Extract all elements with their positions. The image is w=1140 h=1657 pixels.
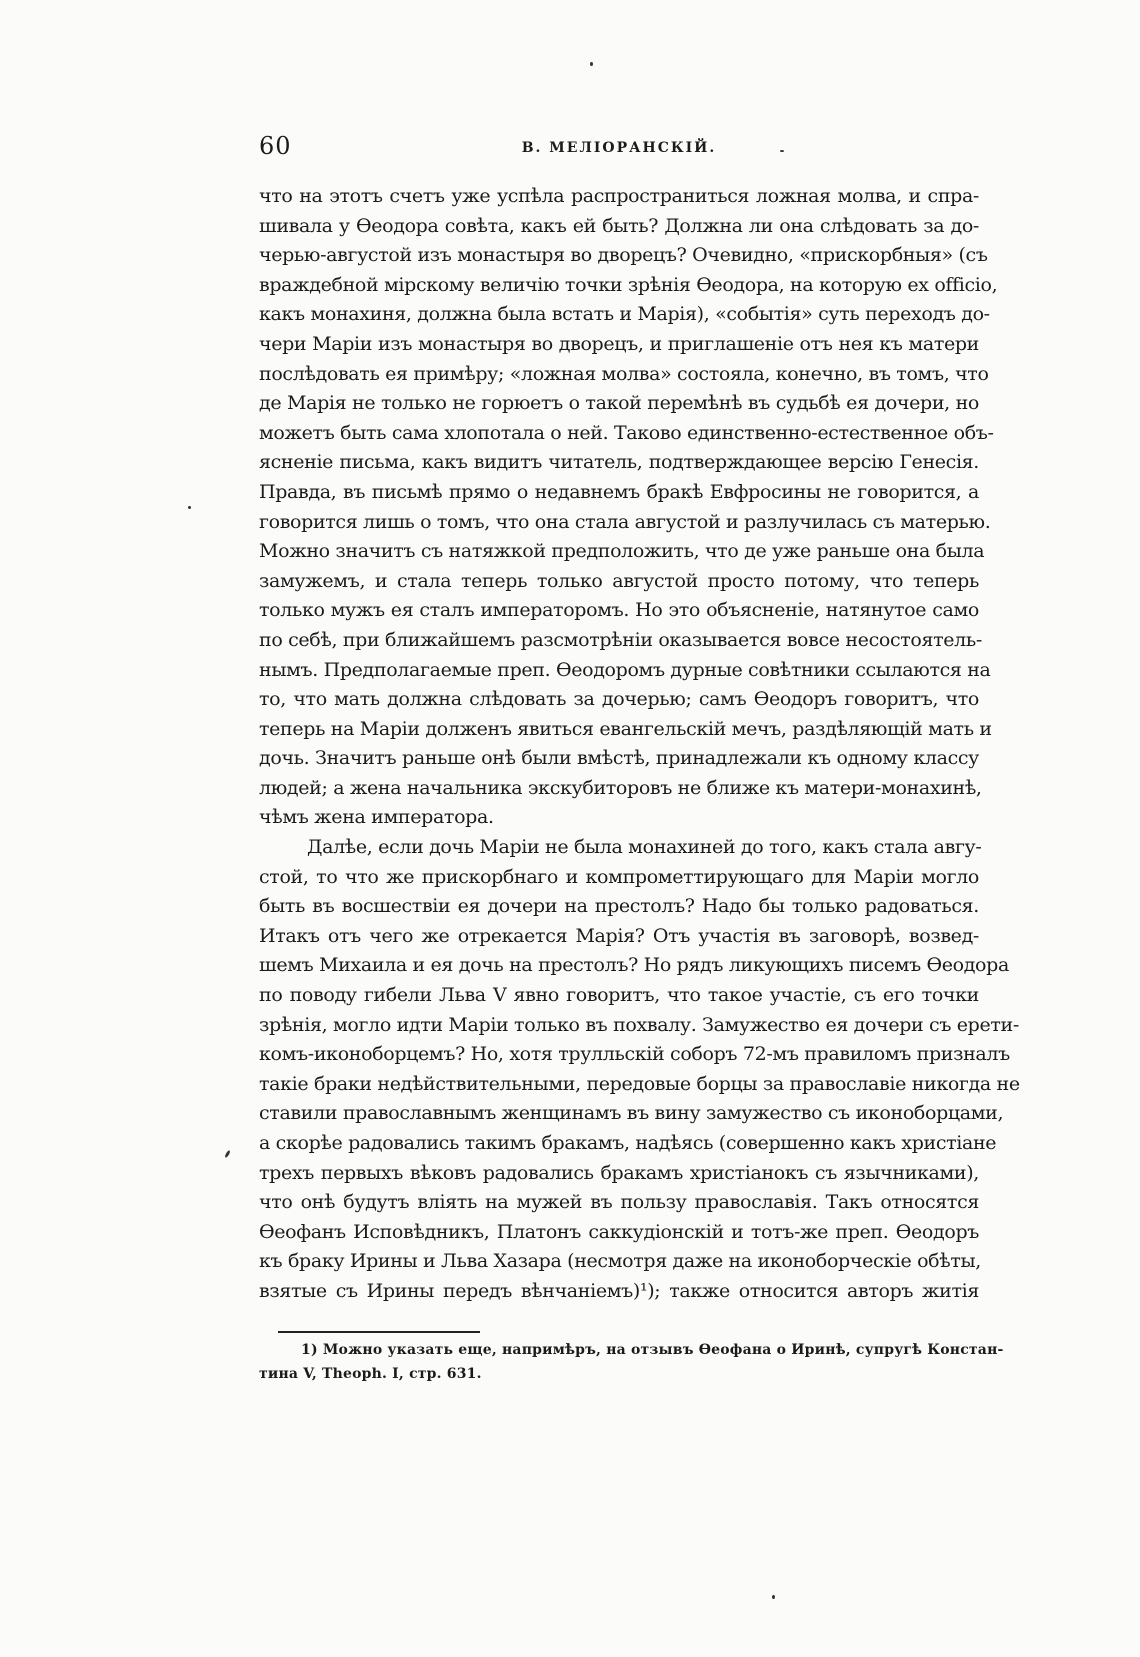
footnote-divider [278, 1331, 480, 1333]
text-line: быть въ восшествіи ея дочери на престолъ? Надо бы только радоваться. [259, 895, 979, 918]
text-line: замужемъ, и стала теперь только августой просто потому, что теперь [259, 569, 979, 592]
text-line: что на этотъ счетъ уже успѣла распространиться ложная молва, и спра- [259, 185, 979, 207]
footnote-line: 1) Можно указать еще, напримѣръ, на отзывъ Ѳеофана о Иринѣ, супругѣ Констан- [301, 1342, 1004, 1358]
footnote-line: тина V, Theoph. I, стр. 631. [259, 1366, 482, 1382]
text-line: по поводу гибели Льва V явно говоритъ, что такое участіе, съ его точки [259, 984, 979, 1007]
text-line: Правда, въ письмѣ прямо о недавнемъ бракѣ Евфросины не говорится, а [259, 480, 979, 503]
text-line: къ браку Ирины и Льва Хазара (несмотря даже на иконоборческіе обѣты, [259, 1250, 981, 1273]
text-line: чери Маріи изъ монастыря во дворецъ, и приглашеніе отъ нея къ матери [259, 332, 979, 355]
text-line: стой, то что же прискорбнаго и компрометтирующаго для Маріи могло [259, 865, 979, 888]
text-line: то, что мать должна слѣдовать за дочерью; самъ Ѳеодоръ говоритъ, что [259, 688, 979, 711]
text-line: теперь на Маріи долженъ явиться евангельскій мечъ, раздѣляющій мать и [259, 717, 992, 740]
text-line: послѣдовать ея примѣру; «ложная молва» состояла, конечно, въ томъ, что [259, 362, 989, 385]
body-text [259, 182, 1020, 1307]
text-line: можетъ быть сама хлопотала о ней. Таково единственно-естественное объ- [259, 421, 994, 444]
text-line: что онѣ будутъ вліять на мужей въ пользу православія. Такъ относятся [259, 1191, 979, 1214]
text-line: какъ монахиня, должна была встать и Марія), «событія» суть переходъ до- [259, 303, 990, 326]
text-line: шивала у Ѳеодора совѣта, какъ ей быть? Должна ли она слѣдовать за до- [259, 214, 979, 237]
scan-speck [224, 1150, 231, 1158]
text-line: зрѣнія, могло идти Маріи только въ похвалу. Замужество ея дочери съ ерети- [259, 1013, 1019, 1036]
text-line: говорится лишь о томъ, что она стала августой и разлучилась съ матерью. [259, 510, 991, 533]
text-line: Можно значитъ съ натяжкой предположить, что де уже раньше она была [259, 540, 985, 563]
text-line: а скорѣе радовались такимъ бракамъ, надѣясь (совершенно какъ христіане [259, 1132, 997, 1154]
scan-speck [188, 506, 191, 509]
text-line: ставили православнымъ женщинамъ въ вину замужество съ иконоборцами, [259, 1102, 1004, 1125]
text-line: Ѳеофанъ Исповѣдникъ, Платонъ саккудіонскій и тотъ-же преп. Ѳеодоръ [259, 1220, 979, 1243]
scan-speck [772, 1595, 775, 1599]
text-line: взятые съ Ирины передъ вѣнчаніемъ)¹); также относится авторъ житія [259, 1279, 979, 1302]
text-line: Итакъ отъ чего же отрекается Марія? Отъ участія въ заговорѣ, возвед- [259, 924, 979, 947]
text-line: дочь. Значитъ раньше онѣ были вмѣстѣ, принадлежали къ одному классу [259, 747, 979, 770]
text-line: Далѣе, если дочь Маріи не была монахиней до того, какъ стала авгу- [307, 836, 982, 859]
text-line: черью-августой изъ монастыря во дворецъ? Очевидно, «прискорбныя» (съ [259, 244, 988, 267]
text-line: враждебной мірскому величію точки зрѣнія Ѳеодора, на которую ex officio, [259, 273, 998, 296]
text-line: комъ-иконоборцемъ? Но, хотя трулльскій соборъ 72-мъ правиломъ призналъ [259, 1043, 1010, 1066]
text-line: трехъ первыхъ вѣковъ радовались бракамъ христіанокъ съ язычниками), [259, 1161, 979, 1184]
text-line: только мужъ ея сталъ императоромъ. Но это объясненіе, натянутое само [259, 599, 979, 622]
text-line: по себѣ, при ближайшемъ разсмотрѣніи оказывается вовсе несостоятель- [259, 628, 982, 651]
footnotes [259, 1338, 1004, 1386]
text-line: шемъ Михаила и ея дочь на престолъ? Но рядъ ликующихъ писемъ Ѳеодора [259, 954, 1009, 977]
text-line: ясненіе письма, какъ видитъ читатель, подтверждающее версію Генесія. [259, 451, 979, 474]
page-number: 60 [259, 132, 292, 160]
text-line: нымъ. Предполагаемые преп. Ѳеодоромъ дурные совѣтники ссылаются на [259, 658, 991, 681]
text-line: людей; а жена начальника экскубиторовъ не ближе къ матери-монахинѣ, [259, 776, 982, 799]
text-line: чѣмъ жена императора. [259, 806, 494, 829]
text-line: де Марія не только не горюетъ о такой перемѣнѣ въ судьбѣ ея дочери, но [259, 392, 979, 415]
scan-speck [590, 62, 593, 66]
page-header [259, 132, 979, 162]
running-head: В. МЕЛІОРАНСКІЙ. [521, 140, 717, 156]
text-line: такіе браки недѣйствительными, передовые борцы за православіе никогда не [259, 1072, 1020, 1095]
